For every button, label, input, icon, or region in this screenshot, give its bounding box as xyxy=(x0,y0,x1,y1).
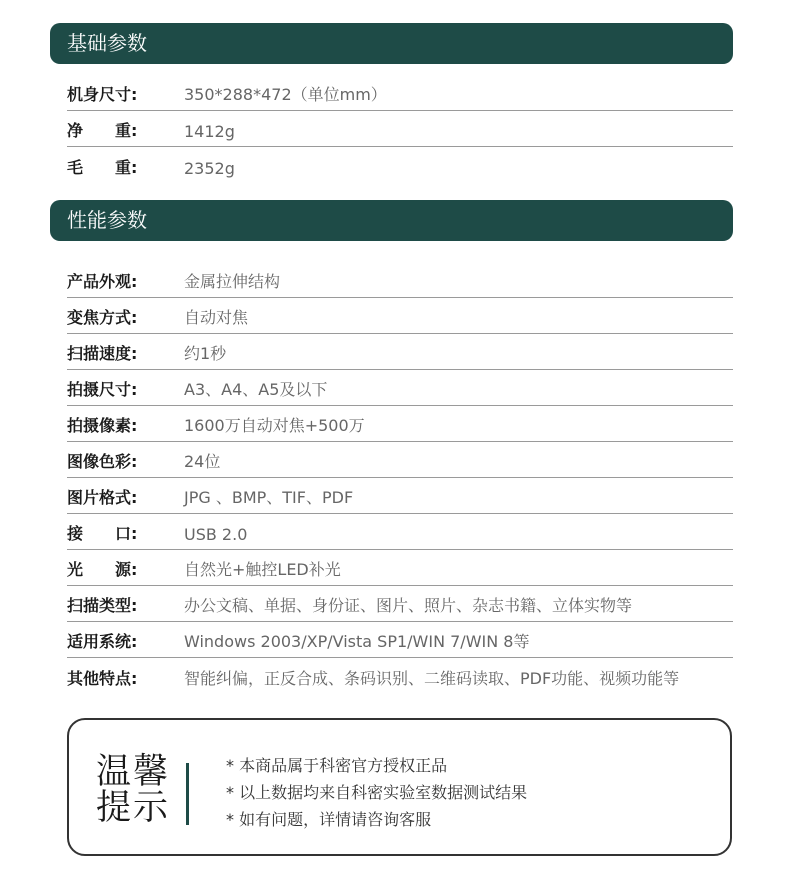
spec-row-pixels xyxy=(67,406,733,442)
spec-value: Windows 2003/XP/Vista SP1/WIN 7/WIN 8等 xyxy=(184,632,530,651)
spec-label: 变焦方式: xyxy=(67,308,138,327)
basic-params-title: 基础参数 xyxy=(67,31,147,55)
spec-value: 自动对焦 xyxy=(184,308,249,327)
spec-label: 其他特点: xyxy=(67,669,138,688)
tips-title: 温馨提示 xyxy=(96,752,171,828)
spec-label: 扫描速度: xyxy=(67,344,138,363)
spec-label: 适用系统: xyxy=(67,632,138,651)
spec-row-color xyxy=(67,442,733,478)
spec-row-appearance xyxy=(67,262,733,298)
spec-row-focus xyxy=(67,298,733,334)
spec-value: USB 2.0 xyxy=(184,525,248,544)
tips-line: * 以上数据均来自科密实验室数据测试结果 xyxy=(226,783,528,802)
basic-params-list xyxy=(67,75,733,183)
spec-value: A3、A4、A5及以下 xyxy=(184,380,328,399)
spec-value: 1412g xyxy=(184,122,235,141)
spec-value: 约1秒 xyxy=(184,344,227,363)
spec-label: 接 口: xyxy=(67,524,138,543)
spec-row-net-weight xyxy=(67,111,733,147)
spec-value: 350*288*472（单位mm） xyxy=(184,85,387,104)
spec-row-os xyxy=(67,622,733,658)
spec-label: 拍摄像素: xyxy=(67,416,138,435)
spec-row-scan-type xyxy=(67,586,733,622)
spec-value: 24位 xyxy=(184,452,221,471)
tips-lines xyxy=(226,752,527,833)
spec-label: 拍摄尺寸: xyxy=(67,380,138,399)
spec-value: 金属拉伸结构 xyxy=(184,272,281,291)
spec-row-capture-size xyxy=(67,370,733,406)
performance-params-list xyxy=(67,262,733,694)
spec-value: 办公文稿、单据、身份证、图片、照片、杂志书籍、立体实物等 xyxy=(184,596,633,615)
spec-row-size xyxy=(67,75,733,111)
spec-value: 自然光+触控LED补光 xyxy=(184,560,341,579)
tips-line: * 本商品属于科密官方授权正品 xyxy=(226,756,448,775)
spec-row-features xyxy=(67,658,733,694)
spec-row-interface xyxy=(67,514,733,550)
spec-row-light-source xyxy=(67,550,733,586)
spec-label: 光 源: xyxy=(67,560,138,579)
spec-value: 智能纠偏，正反合成、条码识别、二维码读取、PDF功能、视频功能等 xyxy=(184,669,680,688)
spec-value: 1600万自动对焦+500万 xyxy=(184,416,365,435)
spec-label: 产品外观: xyxy=(67,272,138,291)
spec-label: 图片格式: xyxy=(67,488,138,507)
spec-row-gross-weight xyxy=(67,147,733,183)
spec-label: 图像色彩: xyxy=(67,452,138,471)
spec-value: 2352g xyxy=(184,159,235,178)
basic-params-header xyxy=(50,23,733,64)
spec-value: JPG 、BMP、TIF、PDF xyxy=(184,488,354,507)
spec-label: 净 重: xyxy=(67,121,138,140)
performance-params-header xyxy=(50,200,733,241)
spec-label: 机身尺寸: xyxy=(67,85,138,104)
spec-label: 毛 重: xyxy=(67,158,138,177)
tips-divider xyxy=(186,763,189,825)
performance-params-title: 性能参数 xyxy=(67,208,147,232)
tips-box xyxy=(67,718,732,856)
spec-row-image-format xyxy=(67,478,733,514)
spec-label: 扫描类型: xyxy=(67,596,138,615)
tips-line: * 如有问题，详情请咨询客服 xyxy=(226,810,432,829)
spec-row-scan-speed xyxy=(67,334,733,370)
